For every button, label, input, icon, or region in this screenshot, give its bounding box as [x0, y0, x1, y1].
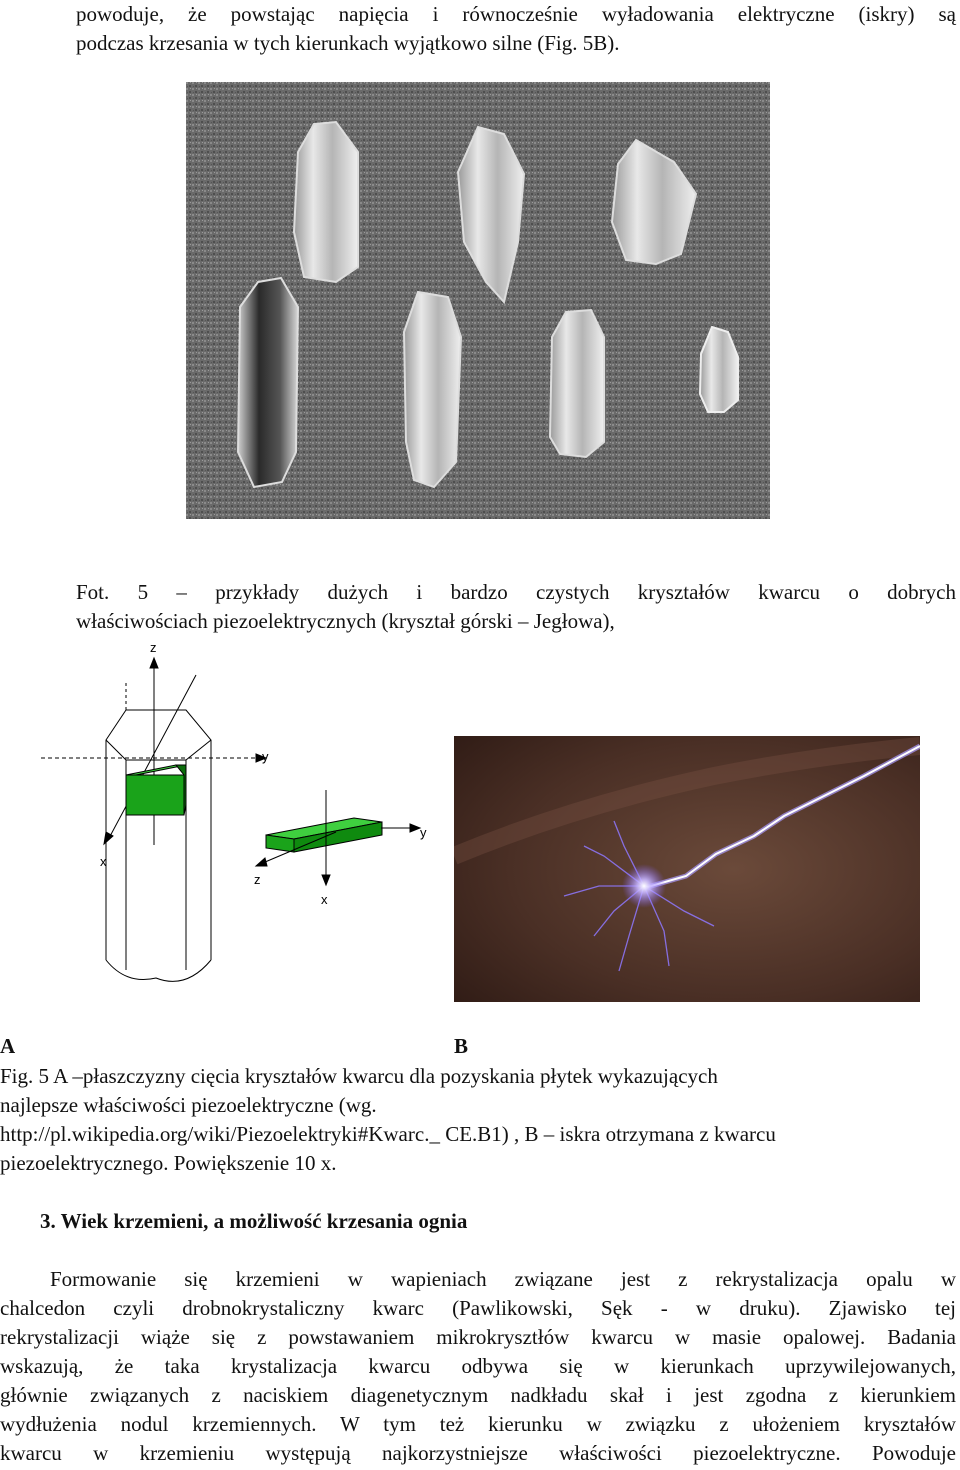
label-a: A [0, 1034, 16, 1058]
quartz-crystals-photo [186, 82, 770, 519]
photo-caption-line-2: właściwościach piezoelektrycznych (kryształ górski – Jegłowa), [76, 609, 615, 633]
paragraph-line-7: kwarcu w krzemieniu występują najkorzystniejsze właściwości piezoelektryczne. Powoduje [0, 1441, 956, 1465]
crystal-6 [550, 310, 604, 457]
section-heading: 3. Wiek krzemieni, a możliwość krzesania ognia [40, 1209, 468, 1233]
quartz-spark-photo [454, 736, 920, 1002]
paragraph-line-5: głównie związanych z naciskiem diagenetycznym nadkładu skał i jest zgodna z kierunkiem [0, 1383, 956, 1407]
axis-x-left: x [100, 854, 107, 869]
crystal-5 [404, 292, 461, 487]
axis-z-top: z [150, 640, 157, 655]
axis-x-plate: x [321, 892, 328, 907]
cut-plate-green [266, 818, 382, 852]
paragraph-line-2: chalcedon czyli drobnokrystaliczny kwarc (Pawlikowski, Sęk - w druku). Zjawisko tej [0, 1296, 956, 1320]
axis-y-plate: y [420, 825, 427, 840]
figure-caption-line-2: najlepsze właściwości piezoelektryczne (wg. [0, 1093, 377, 1117]
paragraph-line-3: rekrystalizacji wiąże się z powstawaniem mikrokrysztłów kwarcu w masie opalowej. Badania [0, 1325, 956, 1349]
figure-caption-line-4: piezoelektrycznego. Powiększenie 10 x. [0, 1151, 337, 1175]
intro-line-1: powoduje, że powstając napięcia i równocześnie wyładowania elektryczne (iskry) są [76, 2, 956, 26]
paragraph-line-6: wydłużenia nodul krzemiennych. W tym też kierunku w związku z ułożeniem kryształów [0, 1412, 956, 1436]
crystal-4 [238, 278, 298, 487]
axis-y-top: y [262, 749, 269, 764]
cutting-planes-diagram [36, 640, 456, 1000]
photo-caption-line-1: Fot. 5 – przykłady dużych i bardzo czystych kryształów kwarcu o dobrych [76, 580, 956, 604]
intro-line-2: podczas krzesania w tych kierunkach wyjątkowo silne (Fig. 5B). [76, 31, 620, 55]
label-b: B [454, 1034, 469, 1058]
crystal-1 [294, 122, 358, 282]
axis-z-plate: z [254, 872, 261, 887]
crystal-plate-green [126, 765, 186, 815]
figure-caption-line-1: Fig. 5 A –płaszczyzny cięcia kryształów kwarcu dla pozyskania płytek wykazujących [0, 1064, 718, 1088]
paragraph-line-1: Formowanie się krzemieni w wapieniach związane jest z rekrystalizacja opalu w [50, 1267, 956, 1291]
figure-caption-line-3: http://pl.wikipedia.org/wiki/Piezoelektryki#Kwarc._ CE.B1) , B – iskra otrzymana z kwarcu [0, 1122, 776, 1146]
paragraph-line-4: wskazują, że taka krystalizacja kwarcu odbywa się w kierunkach uprzywilejowanych, [0, 1354, 956, 1378]
